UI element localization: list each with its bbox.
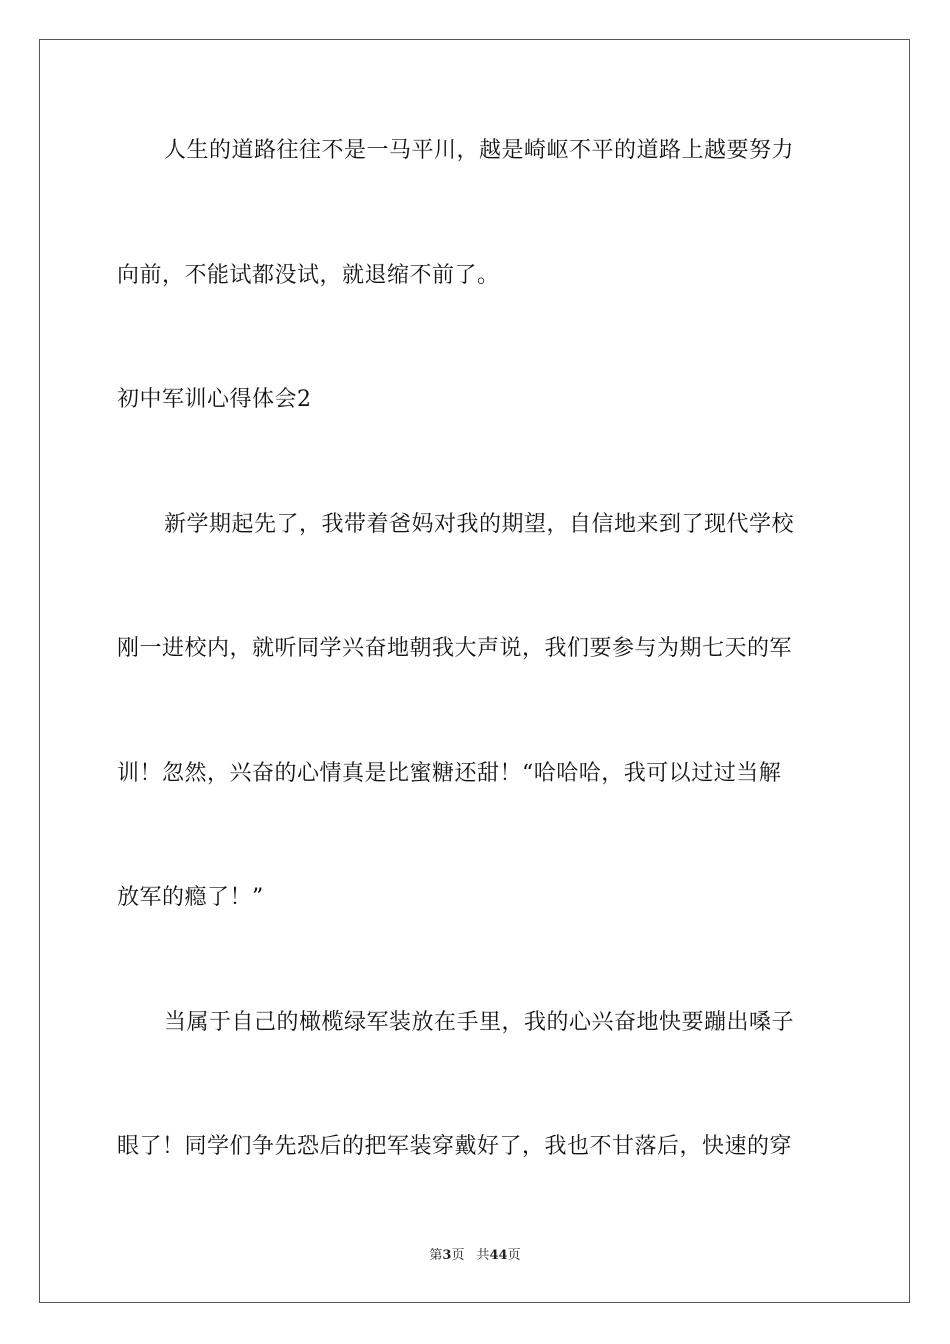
paragraph-line: 训！忽然，兴奋的心情真是比蜜糖还甜！“哈哈哈，我可以过过当解 bbox=[117, 761, 782, 786]
paragraph-line: 眼了！同学们争先恐后的把军装穿戴好了，我也不甘落后，快速的穿 bbox=[117, 1134, 793, 1159]
page-footer bbox=[0, 1247, 950, 1265]
total-pages: 44 bbox=[489, 1248, 508, 1263]
paragraph-line: 人生的道路往往不是一马平川，越是崎岖不平的道路上越要努力 bbox=[164, 138, 795, 163]
page-suffix: 页 bbox=[451, 1248, 465, 1263]
page-prefix: 第 bbox=[429, 1248, 443, 1263]
page-number: 3 bbox=[442, 1248, 452, 1263]
total-prefix: 共 bbox=[476, 1248, 490, 1263]
paragraph-line: 向前，不能试都没试，就退缩不前了。 bbox=[117, 263, 500, 288]
section-heading: 初中军训心得体会2 bbox=[117, 387, 312, 412]
paragraph-line: 放军的瘾了！” bbox=[117, 885, 264, 910]
paragraph-line: 新学期起先了，我带着爸妈对我的期望，自信地来到了现代学校 bbox=[164, 512, 795, 537]
page-border bbox=[39, 39, 910, 1303]
paragraph-line: 刚一进校内，就听同学兴奋地朝我大声说，我们要参与为期七天的军 bbox=[117, 636, 793, 661]
total-suffix: 页 bbox=[507, 1248, 521, 1263]
paragraph-line: 当属于自己的橄榄绿军装放在手里，我的心兴奋地快要蹦出嗓子 bbox=[164, 1010, 795, 1035]
